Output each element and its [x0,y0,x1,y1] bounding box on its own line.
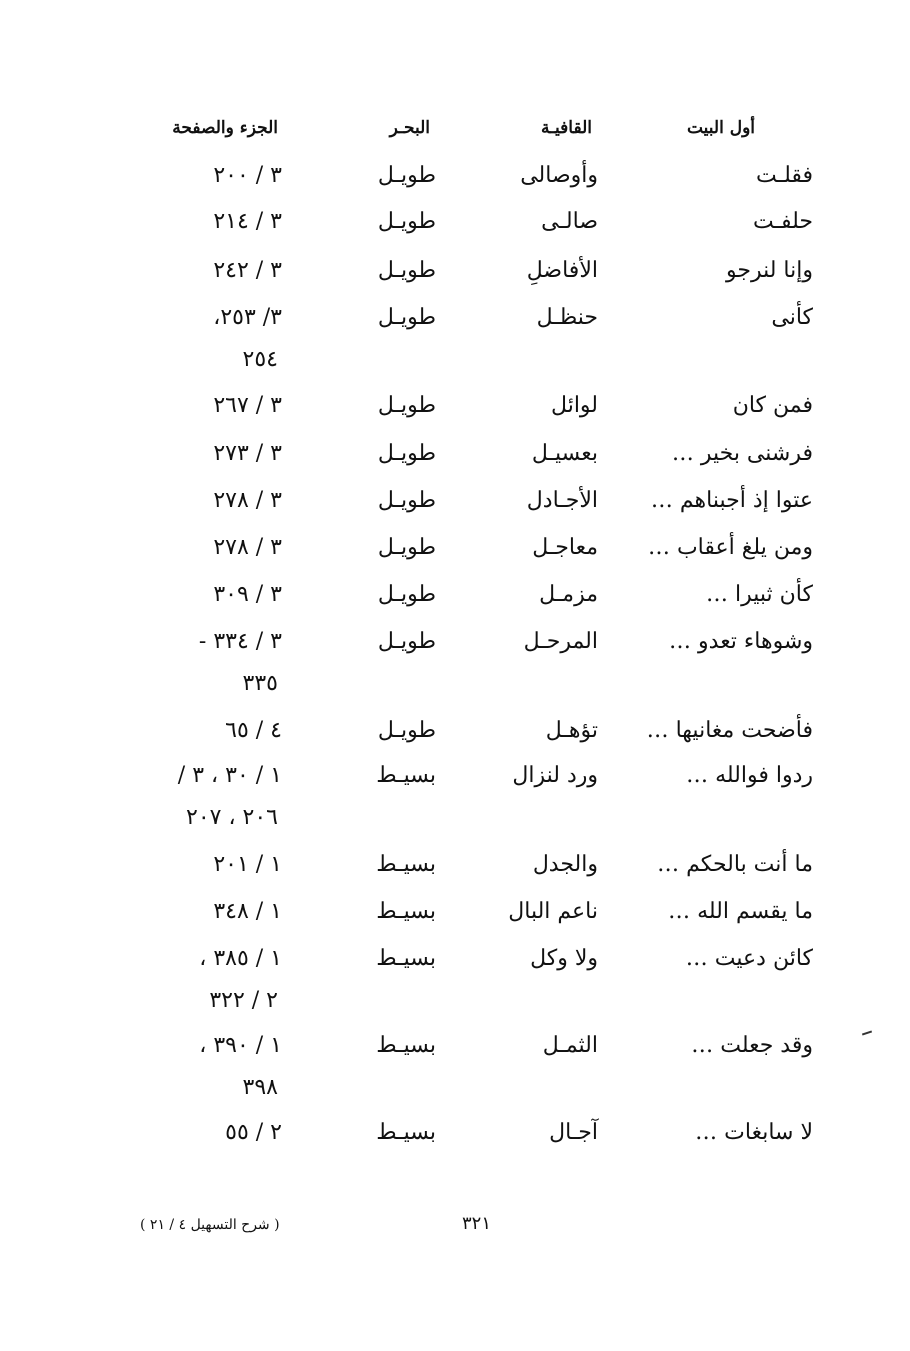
cell-volume-page-continued: ٣٣٥ [242,671,278,696]
cell-first-line: ردوا فوالله … [686,763,813,788]
cell-meter: بسيـط [376,899,436,924]
cell-first-line: فقلـت [756,163,813,188]
cell-meter: طويـل [377,209,436,234]
cell-volume-page: ١ / ٣٠ ، ٣ / [177,763,282,788]
cell-volume-page: ١ / ٣٤٨ [213,899,282,924]
cell-volume-page-continued: ٣٩٨ [242,1075,278,1100]
cell-meter: طويـل [377,305,436,330]
cell-meter: طويـل [377,258,436,283]
cell-rhyme: معاجـل [532,535,598,560]
cell-first-line: فمن كان [732,393,813,418]
cell-volume-page: ٣ / ٢٦٧ [213,393,282,418]
cell-first-line: ما يقسم الله … [668,899,813,924]
cell-rhyme: والجدل [532,852,598,877]
cell-first-line: فرشنى بخير … [671,441,813,466]
cell-rhyme: الأجـادل [526,488,598,513]
header-first-line: أول البيت [686,118,755,138]
cell-first-line: وقد جعلت … [691,1033,813,1058]
cell-first-line: كأنى [771,305,813,330]
cell-rhyme: ورد لنزال [512,763,598,788]
cell-volume-page: ٣ / ٢٧٨ [213,488,282,513]
cell-meter: طويـل [377,393,436,418]
cell-volume-page: ١ / ٣٩٠ ، [199,1033,282,1058]
cell-meter: طويـل [377,718,436,743]
cell-meter: بسيـط [376,946,436,971]
cell-first-line: وإنا لنرجو [725,258,813,283]
cell-rhyme: بعسيـل [531,441,598,466]
cell-rhyme: صالـى [541,209,598,234]
cell-volume-page: ٣ / ٢٤٢ [213,258,282,283]
header-rhyme: القافيـة [540,118,592,138]
cell-meter: طويـل [377,441,436,466]
cell-rhyme: ولا وكل [530,946,598,971]
cell-volume-page: ٣ / ٢١٤ [213,209,282,234]
cell-first-line: كائن دعيت … [685,946,813,971]
cell-meter: طويـل [377,629,436,654]
cell-rhyme: حنظـل [536,305,598,330]
cell-rhyme: تؤهـل [545,718,598,743]
cell-first-line: حلفـت [752,209,813,234]
cell-meter: طويـل [377,488,436,513]
cell-volume-page-continued: ٢٠٦ ، ٢٠٧ [186,805,278,830]
cell-first-line: عتوا إذ أجبناهم … [650,488,813,513]
footer-reference: ( شرح التسهيل ٤ / ٢١ ) [140,1217,280,1233]
cell-rhyme: ناعم البال [508,899,598,924]
cell-rhyme: لوائل [551,393,598,418]
cell-first-line: وشوهاء تعدو … [669,629,813,654]
cell-volume-page: ١ / ٣٨٥ ، [199,946,282,971]
cell-volume-page: ٢ / ٥٥ [225,1120,282,1145]
cell-first-line: ومن يلغ أعقاب … [647,535,813,560]
cell-rhyme: الثمـل [542,1033,598,1058]
cell-meter: طويـل [377,535,436,560]
cell-volume-page: ٣ / ٢٧٨ [213,535,282,560]
cell-rhyme: المرحـل [523,629,598,654]
cell-volume-page: ٣ / ٢٧٣ [213,441,282,466]
header-volume-page: الجزء والصفحة [172,118,278,138]
cell-volume-page: ١ / ٢٠١ [213,852,282,877]
margin-mark [862,1031,872,1036]
cell-meter: بسيـط [376,1033,436,1058]
cell-first-line: ما أنت بالحكم … [657,852,813,877]
cell-volume-page: ٣/ ٢٥٣، [213,305,282,330]
cell-meter: بسيـط [376,852,436,877]
page-number: ٣٢١ [462,1213,492,1234]
cell-first-line: فأضحت مغانيها … [646,718,813,743]
cell-meter: طويـل [377,582,436,607]
cell-rhyme: مزمـل [539,582,598,607]
cell-meter: طويـل [377,163,436,188]
cell-rhyme: آجـال [549,1120,598,1145]
cell-volume-page-continued: ٢٥٤ [242,347,278,372]
cell-volume-page: ٣ / ٢٠٠ [213,163,282,188]
cell-meter: بسيـط [376,763,436,788]
cell-rhyme: وأوصالى [520,163,598,188]
cell-meter: بسيـط [376,1120,436,1145]
cell-volume-page: ٣ / ٣٣٤ - [198,629,282,654]
cell-first-line: لا سابغات … [695,1120,813,1145]
cell-rhyme: الأفاضلِ [526,258,598,283]
header-meter: البحـر [389,118,430,138]
cell-first-line: كأن ثبيرا … [706,582,813,607]
cell-volume-page-continued: ٢ / ٣٢٢ [209,988,278,1013]
cell-volume-page: ٤ / ٦٥ [225,718,282,743]
cell-volume-page: ٣ / ٣٠٩ [213,582,282,607]
